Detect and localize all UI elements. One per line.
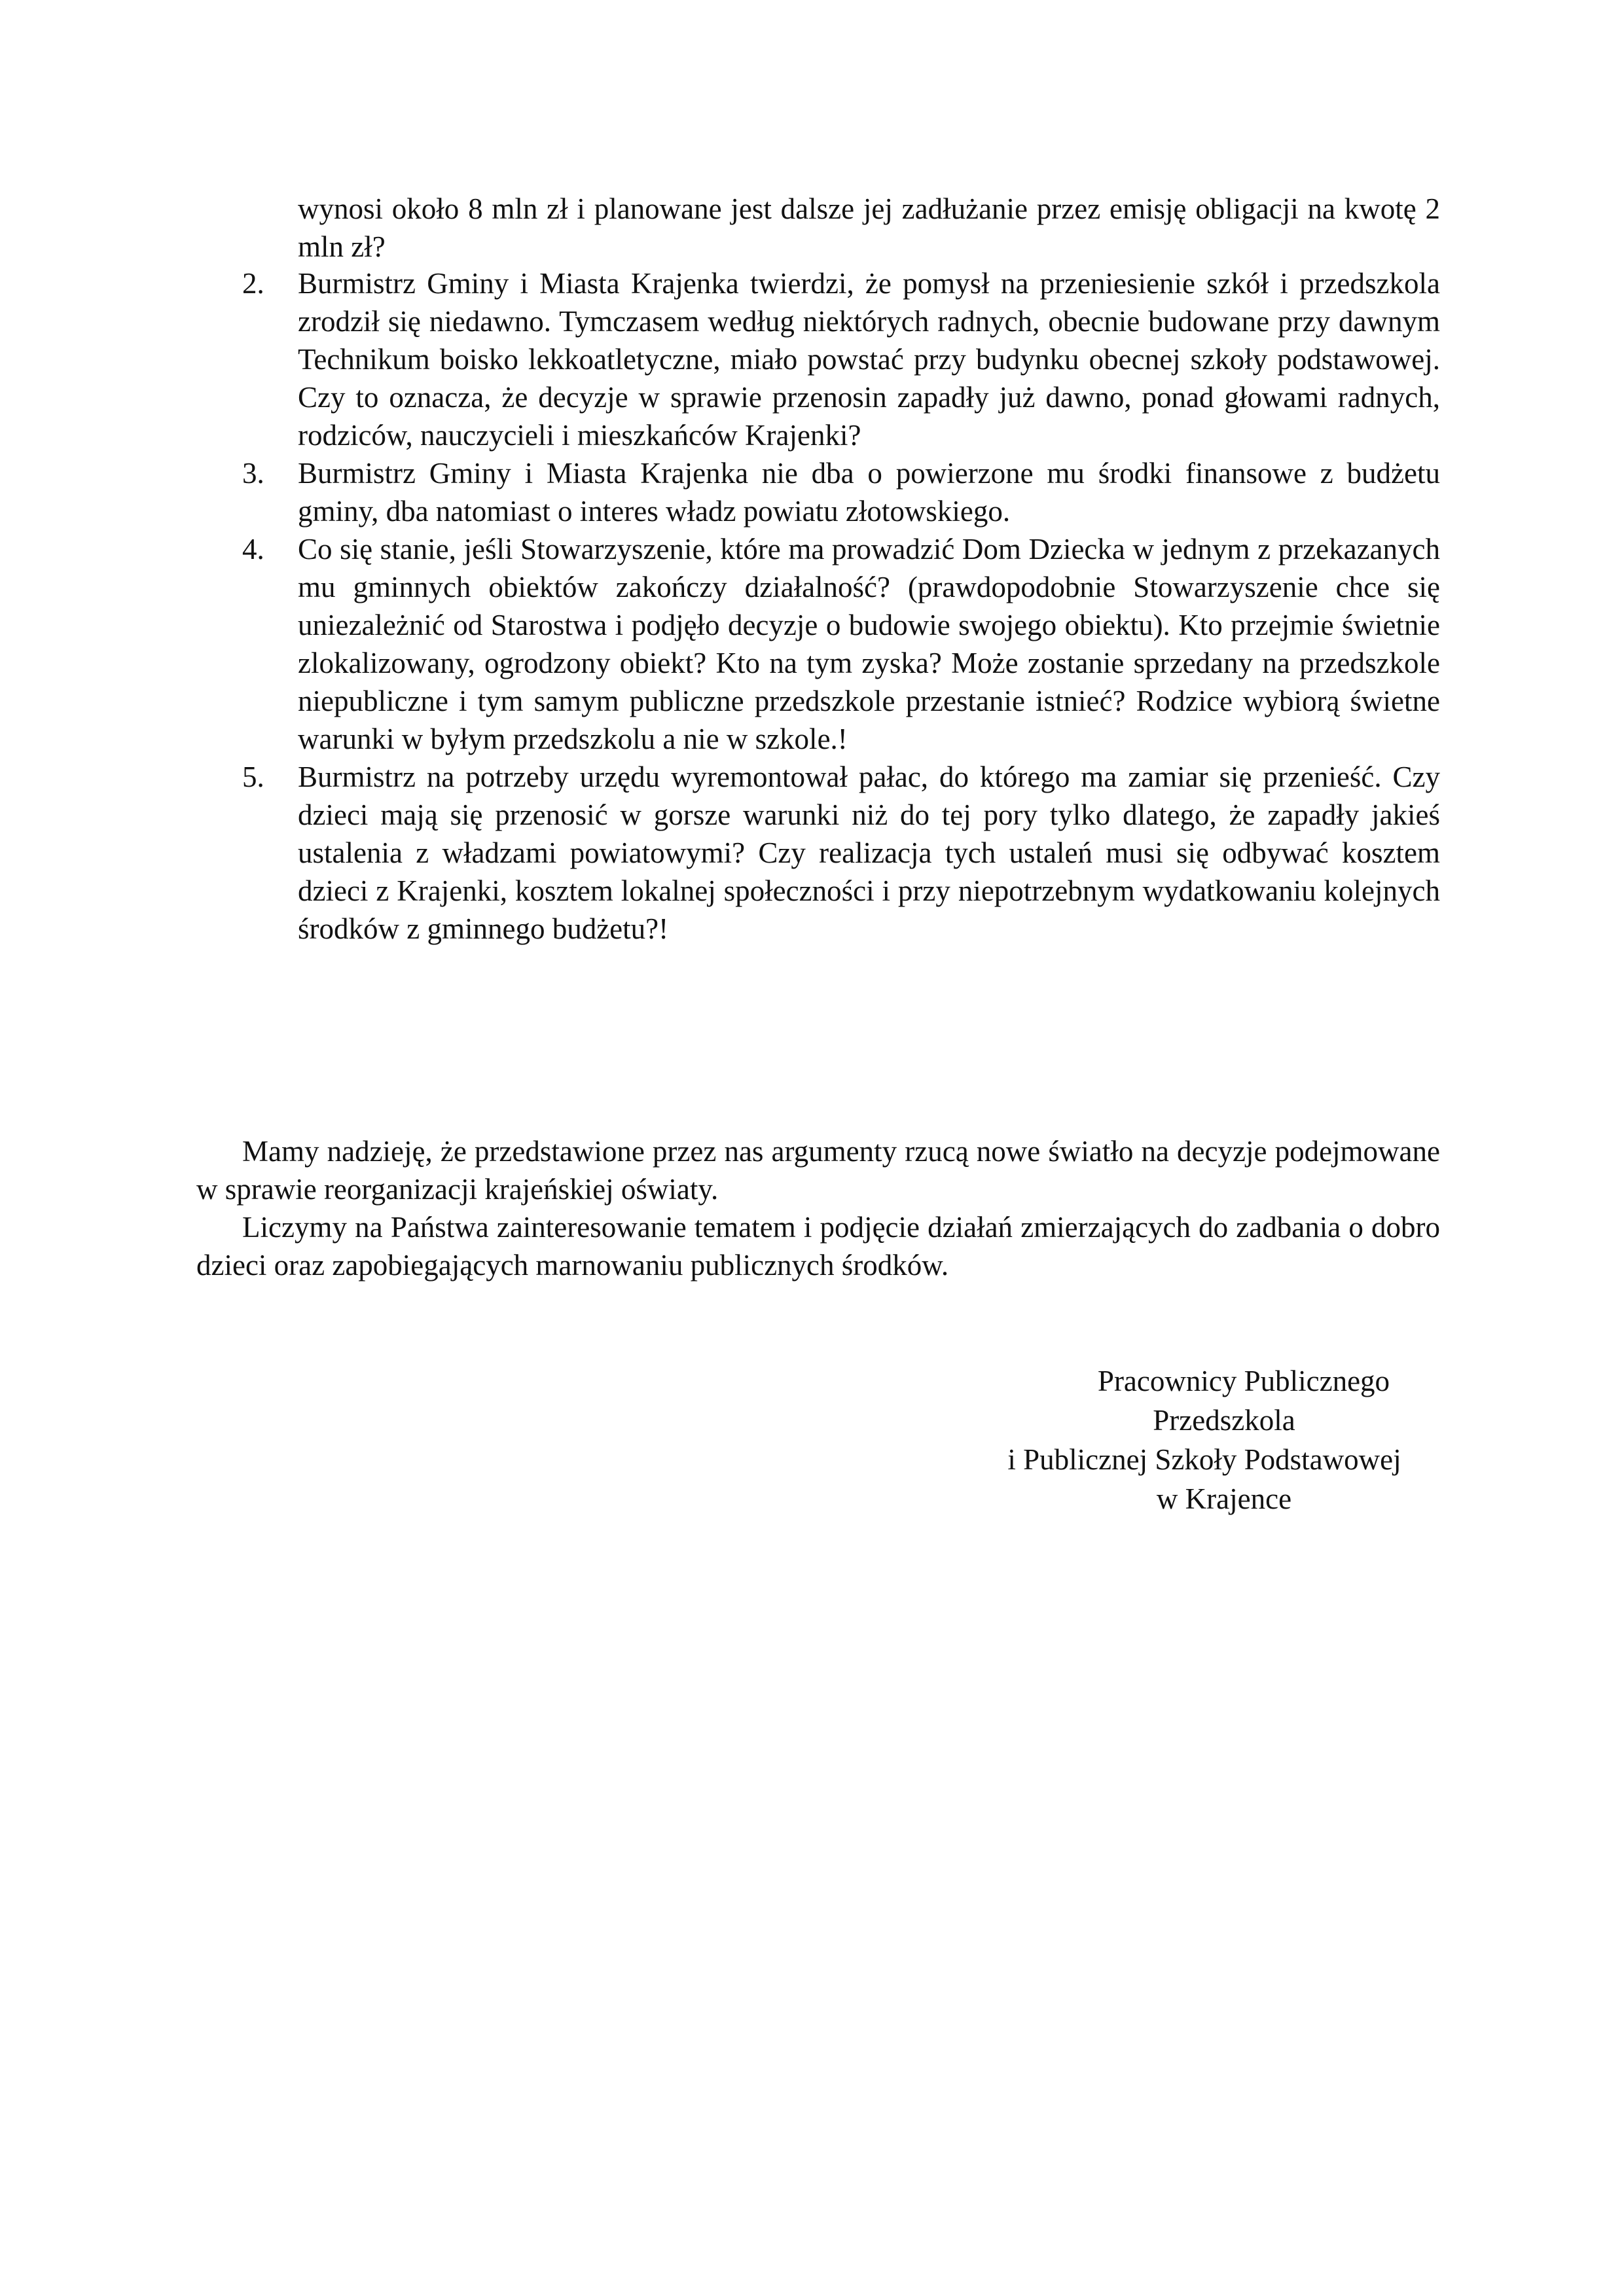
point-text: Burmistrz na potrzeby urzędu wyremontował pałac, do którego ma zamiar się przenieść. Czy dzieci mają się przenosić w gorsze warunki niż do tej pory tylko dlatego, że zapadły jakieś ustalenia z władzami powiatowymi? Czy realizacja tych ustaleń musi się odbywać kosztem dzieci z Krajenki, kosztem lokalnej społeczności i przy niepotrzebnym wydatkowaniu kolejnych środków z gminnego budżetu?!	[298, 761, 1440, 945]
signature-block	[956, 1361, 1453, 1518]
point-number: 4.	[242, 533, 264, 565]
continuation-paragraph: wynosi około 8 mln zł i planowane jest dalsze jej zadłużanie przez emisję obligacji na kwotę 2 mln zł?	[298, 192, 1440, 263]
list-item-point-4	[196, 530, 1440, 758]
list-item-point-5	[196, 758, 1440, 948]
point-text: Burmistrz Gminy i Miasta Krajenka twierdzi, że pomysł na przeniesienie szkół i przedszkola zrodził się niedawno. Tymczasem według niektórych radnych, obecnie budowane przy dawnym Technikum boisko lekkoatletyczne, miało powstać przy budynku obecnej szkoły podstawowej. Czy to oznacza, że decyzje w sprawie przenosin zapadły już dawno, ponad głowami radnych, rodziców, nauczycieli i mieszkańców Krajenki?	[298, 267, 1440, 452]
signature-line: Pracownicy Publicznego	[1097, 1365, 1390, 1397]
list-item-point-2	[196, 264, 1440, 454]
point-number: 3.	[242, 457, 264, 490]
signature-line: i Publicznej Szkoły Podstawowej	[1007, 1443, 1401, 1476]
point-text: Burmistrz Gminy i Miasta Krajenka nie dba o powierzone mu środki finansowe z budżetu gminy, dba natomiast o interes władz powiatu złotowskiego.	[298, 457, 1440, 528]
point-number: 2.	[242, 267, 264, 300]
closing-paragraph-hope: Mamy nadzieję, że przedstawione przez nas argumenty rzucą nowe światło na decyzje podejmowane w sprawie reorganizacji krajeńskiej oświaty.	[196, 1135, 1440, 1206]
point-number: 5.	[242, 761, 264, 793]
closing-paragraph-request: Liczymy na Państwa zainteresowanie tematem i podjęcie działań zmierzających do zadbania o dobro dzieci oraz zapobiegających marnowaniu publicznych środków.	[196, 1211, 1440, 1282]
point-text: Co się stanie, jeśli Stowarzyszenie, które ma prowadzić Dom Dziecka w jednym z przekazanych mu gminnych obiektów zakończy działalność? (prawdopodobnie Stowarzyszenie chce się uniezależnić od Starostwa i podjęło decyzje o budowie swojego obiektu). Kto przejmie świetnie zlokalizowany, ogrodzony obiekt? Kto na tym zyska? Może zostanie sprzedany na przedszkole niepubliczne i tym samym publiczne przedszkole przestanie istnieć? Rodzice wybiorą świetne warunki w byłym przedszkolu a nie w szkole.!	[298, 533, 1440, 755]
closing-section	[196, 1132, 1440, 1284]
signature-line: w Krajence	[1156, 1482, 1292, 1515]
signature-line: Przedszkola	[1153, 1404, 1295, 1437]
list-item-point-3	[196, 454, 1440, 530]
numbered-points-list	[196, 264, 1440, 948]
